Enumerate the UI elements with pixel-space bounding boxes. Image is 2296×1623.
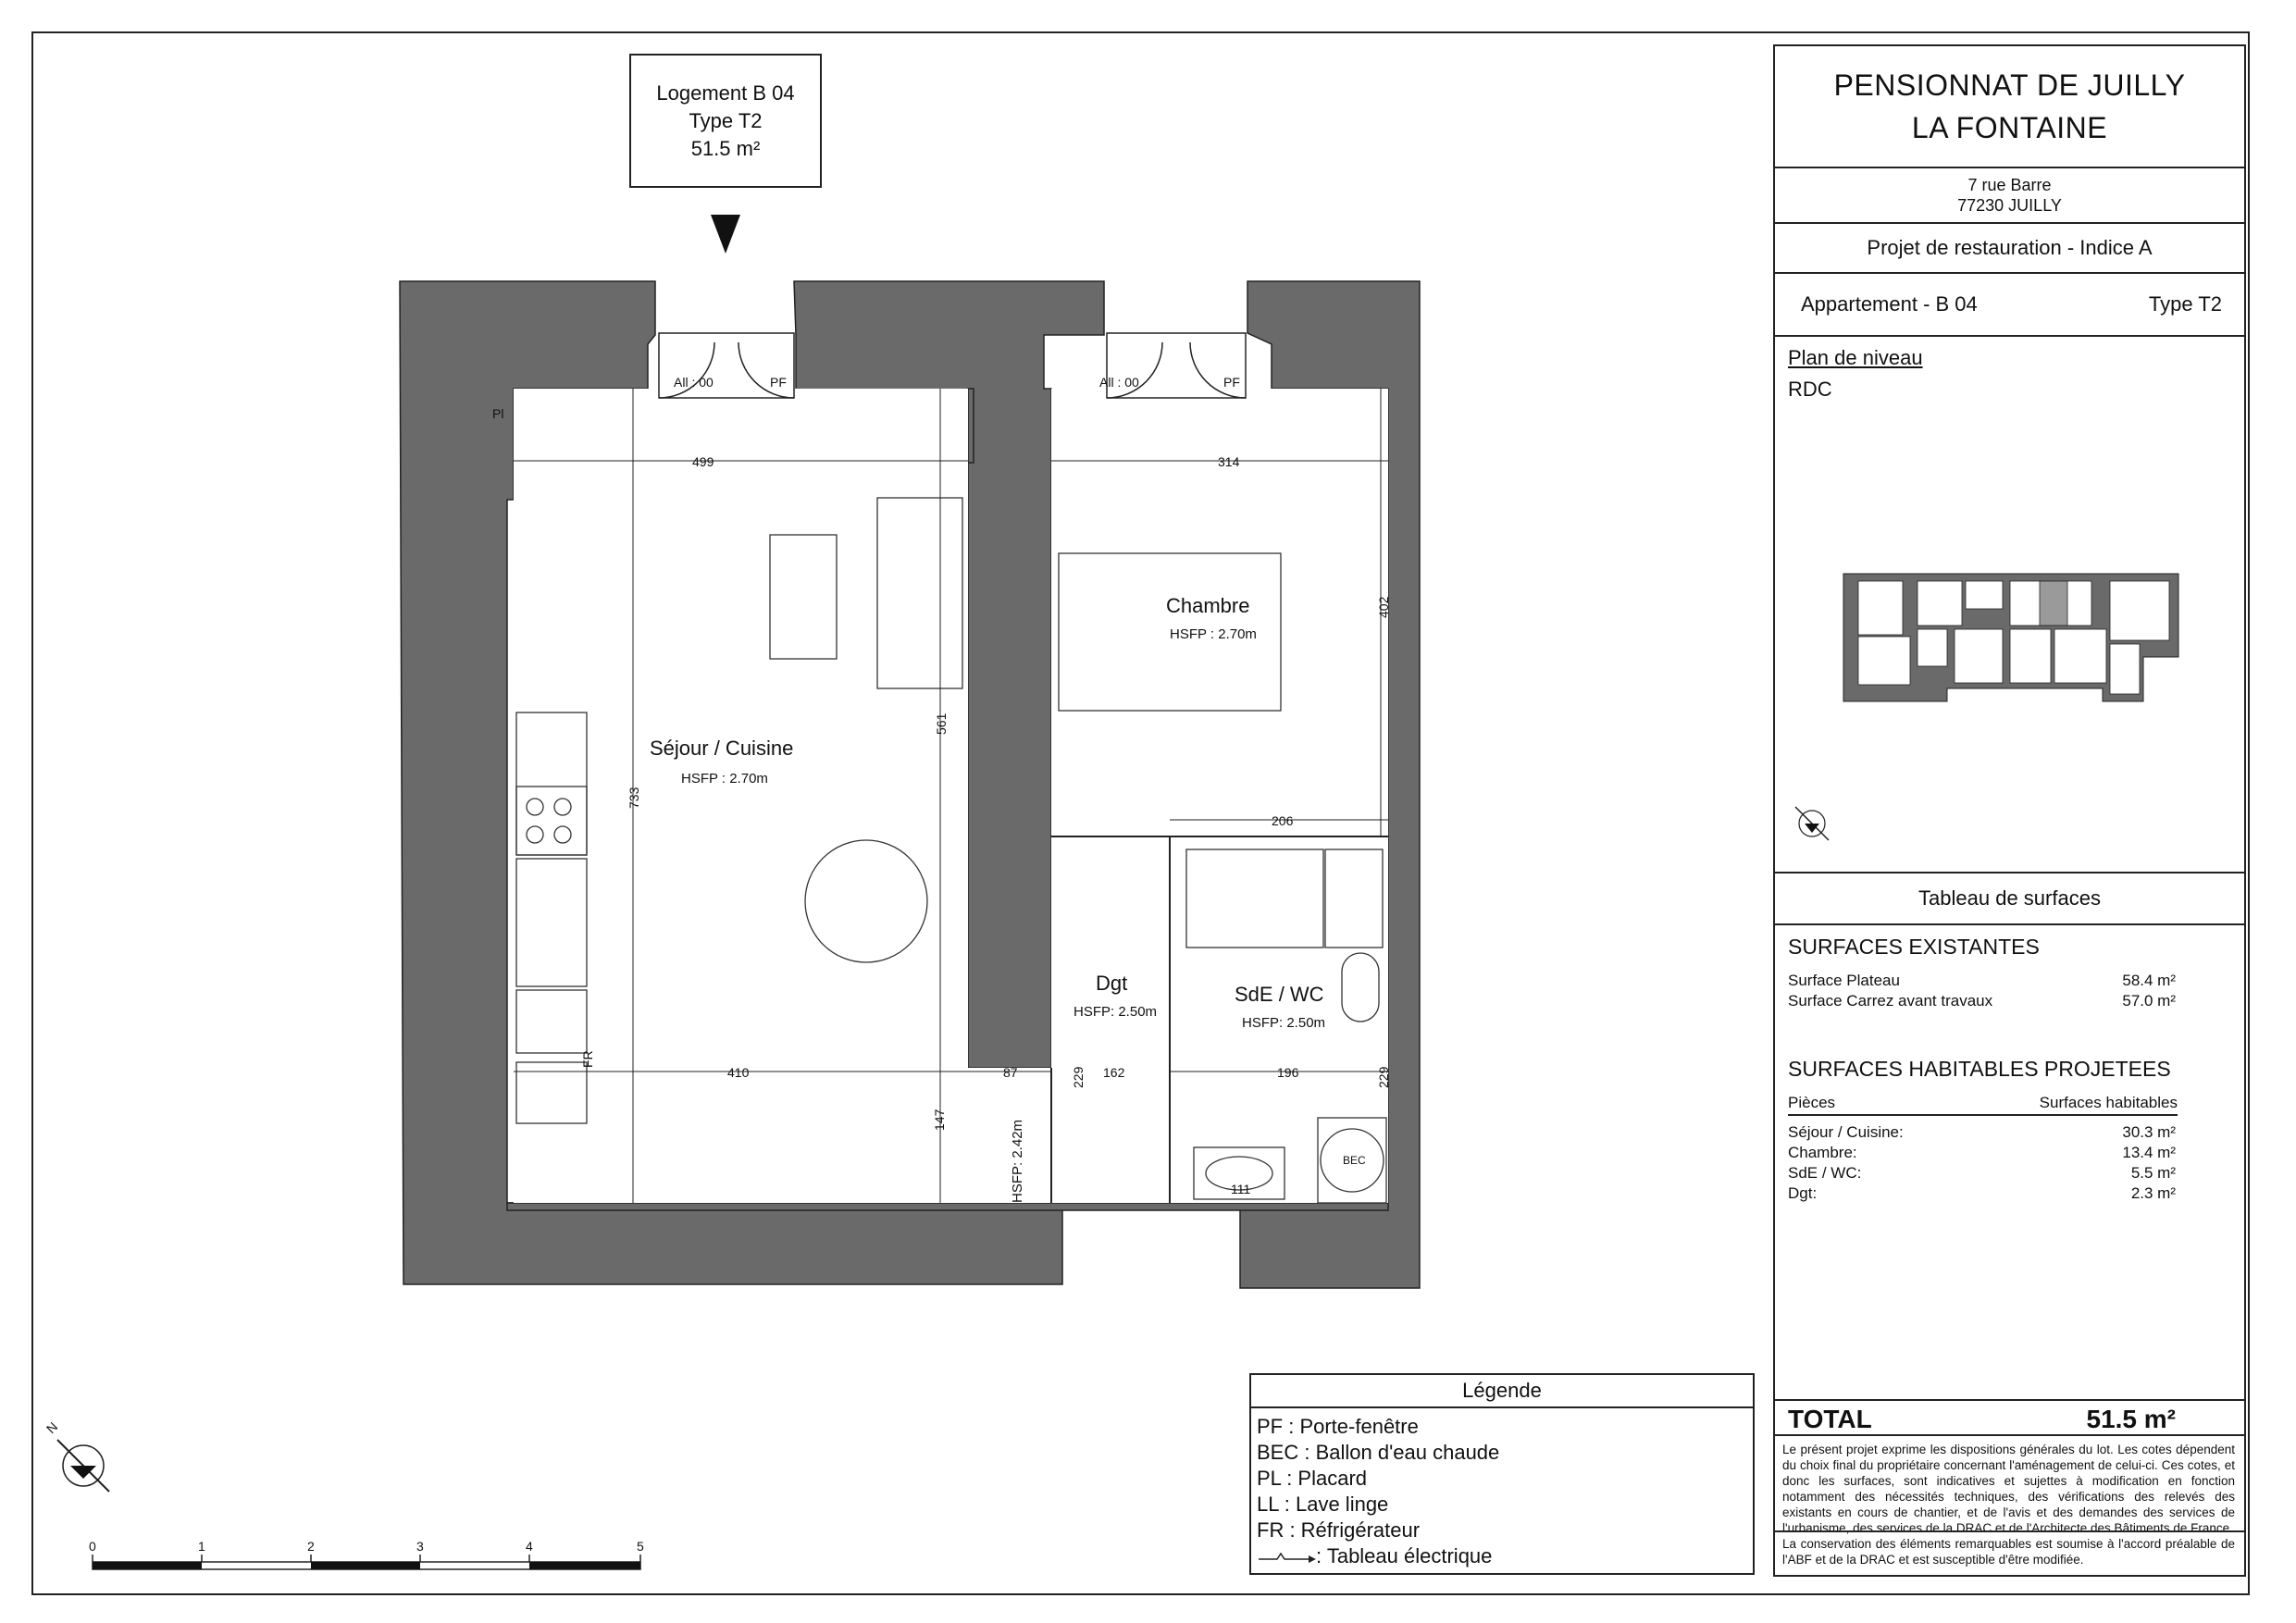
disclaimer-2: La conservation des éléments remarquables est soumise à l'accord préalable de l'ABF et de la DRAC et est susceptible d'être modifiée. xyxy=(1782,1537,2235,1567)
north-label: N xyxy=(43,1419,61,1437)
label-pl: Pl xyxy=(492,406,504,421)
dim-87: 87 xyxy=(1003,1065,1018,1080)
dim-314: 314 xyxy=(1218,454,1240,469)
hsfp-entry: HSFP: 2.42m xyxy=(1010,1119,1025,1203)
apartment-type: Type T2 xyxy=(2148,292,2222,316)
hsfp-chambre: HSFP : 2.70m xyxy=(1170,626,1257,642)
address-line-2: 77230 JUILLY xyxy=(1957,196,2062,215)
room-dgt: Dgt xyxy=(1096,972,1128,995)
apartment-id: Appartement - B 04 xyxy=(1801,292,1978,316)
existing-label: Surface Plateau xyxy=(1788,972,1900,989)
projected-label: Séjour / Cuisine: xyxy=(1788,1123,1904,1141)
dim-499: 499 xyxy=(692,454,714,469)
dim-561: 561 xyxy=(934,712,949,735)
existing-title: SURFACES EXISTANTES xyxy=(1788,935,2040,959)
legend-item: BEC : Ballon d'eau chaude xyxy=(1257,1441,1500,1464)
label-fr: FR xyxy=(580,1050,595,1068)
projected-row xyxy=(1788,1164,2176,1183)
existing-value: 57.0 m² xyxy=(2122,992,2176,1010)
total-value: 51.5 m² xyxy=(2086,1405,2176,1433)
address-line-1: 7 rue Barre xyxy=(1967,176,2052,194)
scale-tick-0: 0 xyxy=(89,1539,96,1554)
disclaimer-1: Le présent projet exprime les dispositions générales du lot. Les cotes dépendent du choix final du propriétaire concernant l'aménagement de celui-ci. Ces cotes, et donc les surfaces, sont indicatives et sujettes à modification en fonction notamment des nécessités techniques, des vérifications des relevés des existants en cours de chantier, et de l'avis et des demandes des services de l'urbanisme, des services de la DRAC et de l'Architecte des Bâtiments de France. xyxy=(1782,1443,2235,1535)
key-plan-thumbnail xyxy=(1840,570,2182,705)
projected-value: 13.4 m² xyxy=(2122,1144,2176,1161)
projected-value: 5.5 m² xyxy=(2130,1164,2176,1182)
projected-value: 30.3 m² xyxy=(2122,1123,2176,1141)
level-plan xyxy=(1775,337,2244,873)
legend-title: Légende xyxy=(1251,1375,1753,1408)
apartment-row xyxy=(1775,274,2244,337)
projected-value: 2.3 m² xyxy=(2130,1184,2176,1202)
label-right-all: All : 00 xyxy=(1099,375,1139,390)
legend xyxy=(1249,1373,1755,1575)
label-bec: BEC xyxy=(1343,1154,1366,1167)
legend-item: LL : Lave linge xyxy=(1257,1493,1389,1516)
wall-bottom-line xyxy=(507,1203,1388,1210)
existing-value: 58.4 m² xyxy=(2122,972,2176,989)
unit-name: Logement B 04 xyxy=(656,81,795,105)
level-name: RDC xyxy=(1788,378,1832,401)
scale-bar xyxy=(89,1539,644,1569)
scale-tick-2: 2 xyxy=(307,1539,315,1554)
col-rooms: Pièces xyxy=(1788,1094,1836,1111)
scale-tick-5: 5 xyxy=(637,1539,644,1554)
total-row xyxy=(1775,1399,2244,1436)
dim-111: 111 xyxy=(1231,1182,1251,1196)
title-line-2: LA FONTAINE xyxy=(1911,111,2108,144)
dim-196: 196 xyxy=(1277,1065,1299,1080)
legend-items xyxy=(1251,1408,1753,1569)
surfaces-body xyxy=(1775,925,2244,1406)
dim-206: 206 xyxy=(1272,813,1294,828)
unit-type: Type T2 xyxy=(689,108,763,132)
plan-label: Plan de niveau xyxy=(1788,346,1923,369)
disclaimer-divider xyxy=(1775,1530,2244,1532)
dim-410: 410 xyxy=(727,1065,750,1080)
existing-row xyxy=(1788,972,2176,990)
total-label: TOTAL xyxy=(1788,1405,1872,1433)
projected-row xyxy=(1788,1123,2176,1142)
legend-electric-label: : Tableau électrique xyxy=(1316,1544,1493,1567)
label-right-pf: PF xyxy=(1223,375,1240,390)
scale-tick-4: 4 xyxy=(526,1539,533,1554)
address xyxy=(1775,168,2244,224)
projected-row xyxy=(1788,1184,2176,1203)
electric-panel-arrow-icon xyxy=(1257,1548,1316,1565)
hsfp-dgt: HSFP: 2.50m xyxy=(1074,1004,1158,1020)
legend-item: PL : Placard xyxy=(1257,1467,1368,1490)
projected-label: SdE / WC: xyxy=(1788,1164,1862,1182)
room-chambre: Chambre xyxy=(1166,594,1250,617)
projected-label: Chambre: xyxy=(1788,1144,1857,1161)
legend-item: PF : Porte-fenêtre xyxy=(1257,1415,1419,1438)
dim-402: 402 xyxy=(1376,596,1391,618)
projected-row xyxy=(1788,1144,2176,1162)
room-sejour: Séjour / Cuisine xyxy=(650,737,794,760)
unit-area: 51.5 m² xyxy=(690,136,761,160)
key-plan-north-icon xyxy=(1782,794,1838,849)
project-title xyxy=(1775,46,2244,168)
dim-162: 162 xyxy=(1103,1065,1125,1080)
title-block xyxy=(1773,44,2246,1577)
room-sde: SdE / WC xyxy=(1235,983,1324,1006)
title-line-1: PENSIONNAT DE JUILLY xyxy=(1833,68,2186,102)
sejour-floor xyxy=(514,389,968,1203)
dim-229a: 229 xyxy=(1071,1066,1086,1088)
surfaces-title: Tableau de surfaces xyxy=(1775,873,2244,925)
scale-tick-1: 1 xyxy=(198,1539,205,1554)
projected-header xyxy=(1788,1094,2178,1116)
scale-tick-3: 3 xyxy=(416,1539,424,1554)
existing-label: Surface Carrez avant travaux xyxy=(1788,992,1993,1010)
dim-733: 733 xyxy=(627,787,641,809)
existing-row xyxy=(1788,992,2176,1010)
right-floor xyxy=(1051,389,1388,1203)
hsfp-sde: HSFP: 2.50m xyxy=(1242,1015,1326,1031)
north-arrow-icon xyxy=(43,1419,109,1492)
hsfp-sejour: HSFP : 2.70m xyxy=(681,771,768,787)
label-left-pf: PF xyxy=(770,375,787,390)
legend-item: FR : Réfrigérateur xyxy=(1257,1518,1421,1542)
col-surfaces: Surfaces habitables xyxy=(2039,1094,2178,1111)
project-phase: Projet de restauration - Indice A xyxy=(1775,224,2244,274)
label-left-all: All : 00 xyxy=(674,375,714,390)
entrance-arrow-icon xyxy=(711,215,740,254)
dim-229b: 229 xyxy=(1376,1066,1391,1088)
projected-label: Dgt: xyxy=(1788,1184,1818,1202)
projected-title: SURFACES HABITABLES PROJETEES xyxy=(1788,1057,2171,1081)
dim-147: 147 xyxy=(932,1109,947,1131)
legend-item-electric xyxy=(1257,1543,1753,1569)
